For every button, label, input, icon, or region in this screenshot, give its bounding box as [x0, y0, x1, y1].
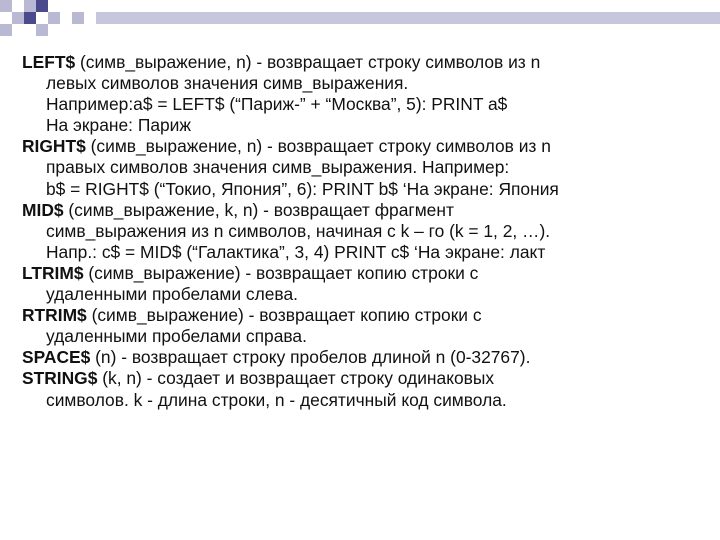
entry-first-line: [22, 262, 718, 284]
function-keyword: RTRIM$: [22, 305, 87, 326]
entry-text: символов. k - длина строки, n - десятичный код символа.: [46, 389, 507, 410]
decor-band: [96, 12, 720, 24]
decor-square: [36, 0, 48, 12]
entry-text: (симв_выражение, n) - возвращает строку символов из n: [75, 52, 541, 72]
entry-text: (k, n) - создает и возвращает строку одинаковых: [97, 368, 495, 389]
decor-square: [24, 0, 36, 12]
entry-first-line: [22, 199, 718, 221]
decor-square: [12, 12, 24, 24]
entry-text: b$ = RIGHT$ (“Токио, Япония”, 6): PRINT b$ ‘На экране: Япония: [46, 178, 559, 199]
function-keyword: LEFT$: [22, 52, 76, 72]
slide-body: [22, 52, 718, 411]
entry-first-line: [22, 136, 718, 157]
entry-text: удаленными пробелами слева.: [46, 284, 298, 305]
decor-square: [48, 12, 60, 24]
entry-text: Напр.: c$ = MID$ (“Галактика”, 3, 4) PRINT c$ ‘На экране: лакт: [46, 241, 546, 262]
entry-text: правых символов значения симв_выражения. Например:: [46, 157, 510, 178]
decor-square: [0, 24, 12, 36]
function-keyword: MID$: [22, 199, 64, 220]
decor-square: [72, 12, 84, 24]
decor-square: [36, 24, 48, 36]
function-keyword: SPACE$: [22, 347, 91, 368]
entry-text: (симв_выражение) - возвращает копию строки с: [86, 305, 482, 326]
entry-text: Например:a$ = LEFT$ (“Париж-” + “Москва”, 5): PRINT a$: [46, 94, 508, 115]
entry-text: (n) - возвращает строку пробелов длиной n (0-32767).: [90, 347, 531, 368]
entry-first-line: [22, 52, 718, 73]
function-keyword: RIGHT$: [22, 136, 86, 157]
entry-mid: [22, 200, 718, 263]
entry-string: [22, 368, 718, 410]
entry-text: левых символов значения симв_выражения.: [46, 73, 409, 94]
entry-right: [22, 136, 718, 199]
entry-text: симв_выражения из n символов, начиная с k – го (k = 1, 2, …).: [46, 220, 551, 241]
entry-first-line: [22, 368, 718, 389]
decor-square: [0, 0, 12, 12]
entry-first-line: [22, 347, 718, 368]
decorative-header: [0, 0, 720, 38]
decor-square: [24, 12, 36, 24]
entry-text: На экране: Париж: [46, 115, 192, 136]
entry-rtrim: [22, 305, 718, 347]
function-keyword: LTRIM$: [22, 262, 84, 283]
function-keyword: STRING$: [22, 368, 98, 389]
entry-text: (симв_выражение) - возвращает копию строки с: [83, 262, 479, 283]
entry-ltrim: [22, 263, 718, 305]
entry-left: [22, 52, 718, 136]
entry-text: (симв_выражение, k, n) - возвращает фрагмент: [63, 199, 454, 220]
entry-text: (симв_выражение, n) - возвращает строку символов из n: [85, 136, 551, 157]
entry-text: удаленными пробелами справа.: [46, 326, 307, 347]
entry-first-line: [22, 305, 718, 326]
entry-space: [22, 347, 718, 368]
